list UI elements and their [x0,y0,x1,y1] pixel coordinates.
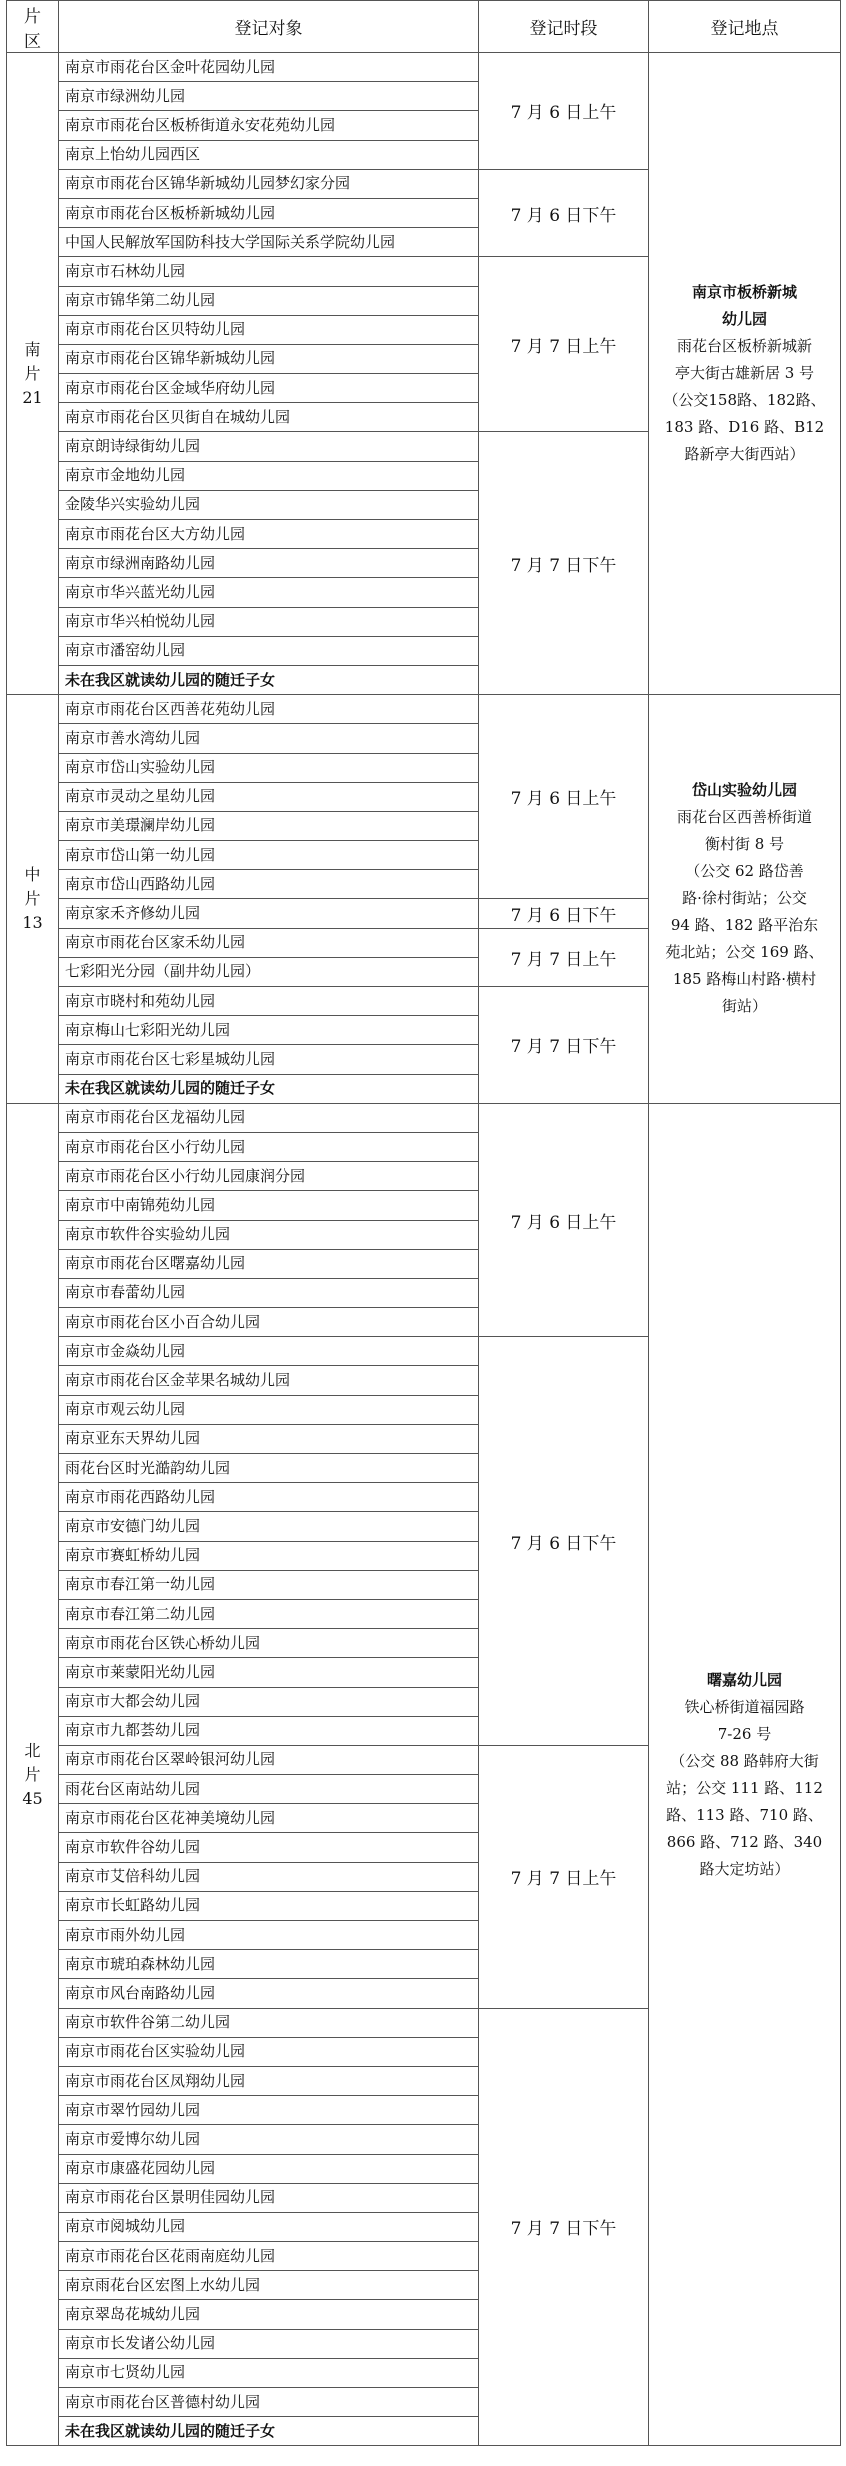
kindergarten-name: 南京市安德门幼儿园 [59,1512,479,1541]
location-detail: 7-26 号 [717,1724,772,1743]
location-name: 曙嘉幼儿园 [706,1670,782,1689]
location-name: 南京市板桥新城 [691,283,797,302]
table-row [7,1103,841,1132]
registration-period: 7 月 6 日上午 [479,695,649,899]
registration-location [649,695,841,1104]
kindergarten-name: 南京市软件谷幼儿园 [59,1833,479,1862]
kindergarten-name: 南京市金焱幼儿园 [59,1337,479,1366]
header-location: 登记地点 [649,1,841,53]
kindergarten-name: 南京市雨花台区锦华新城幼儿园 [59,344,479,373]
kindergarten-name: 南京市雨花台区花神美境幼儿园 [59,1804,479,1833]
kindergarten-name: 雨花台区南站幼儿园 [59,1775,479,1804]
kindergarten-name: 南京市春蕾幼儿园 [59,1278,479,1307]
kindergarten-name: 南京市风台南路幼儿园 [59,1979,479,2008]
location-detail: 雨花台区板桥新城新 [676,337,812,356]
kindergarten-name: 南京市雨花台区翠岭银河幼儿园 [59,1745,479,1774]
location-detail: （公交 88 路韩府大街 [670,1751,819,1770]
location-name: 岱山实验幼儿园 [691,781,797,800]
kindergarten-name: 南京市金地幼儿园 [59,461,479,490]
kindergarten-name: 南京市雨花台区金域华府幼儿园 [59,374,479,403]
registration-period: 7 月 6 日下午 [479,899,649,928]
kindergarten-name: 南京市雨外幼儿园 [59,1921,479,1950]
table-row [7,695,841,724]
migrant-children-row: 未在我区就读幼儿园的随迁子女 [59,1074,479,1103]
registration-period: 7 月 6 日下午 [479,1337,649,1746]
kindergarten-name: 南京市雨花台区贝特幼儿园 [59,315,479,344]
kindergarten-name: 南京市雨花台区小行幼儿园 [59,1132,479,1161]
kindergarten-name: 南京市雨花台区板桥新城幼儿园 [59,198,479,227]
kindergarten-name: 南京市雨花台区家禾幼儿园 [59,928,479,957]
table-body [7,53,841,2446]
kindergarten-name: 南京市中南锦苑幼儿园 [59,1191,479,1220]
kindergarten-name: 南京市长发诸公幼儿园 [59,2329,479,2358]
kindergarten-name: 南京市锦华第二幼儿园 [59,286,479,315]
kindergarten-name: 南京市灵动之星幼儿园 [59,782,479,811]
kindergarten-name: 南京市雨花西路幼儿园 [59,1483,479,1512]
location-detail: 站；公交 111 路、112 [666,1778,823,1797]
kindergarten-name: 南京市琥珀森林幼儿园 [59,1950,479,1979]
kindergarten-name: 南京市华兴蓝光幼儿园 [59,578,479,607]
kindergarten-name: 南京雨花台区宏图上水幼儿园 [59,2271,479,2300]
registration-period: 7 月 7 日上午 [479,257,649,432]
kindergarten-name: 南京市康盛花园幼儿园 [59,2154,479,2183]
location-detail: 铁心桥街道福园路 [684,1697,805,1716]
kindergarten-name: 南京市雨花台区金苹果名城幼儿园 [59,1366,479,1395]
kindergarten-name: 南京市善水湾幼儿园 [59,724,479,753]
kindergarten-name: 南京梅山七彩阳光幼儿园 [59,1016,479,1045]
kindergarten-name: 南京市雨花台区大方幼儿园 [59,520,479,549]
location-detail: （公交 62 路岱善 [685,862,804,881]
kindergarten-name: 南京市岱山西路幼儿园 [59,870,479,899]
kindergarten-name: 南京市春江第二幼儿园 [59,1599,479,1628]
location-detail: 路新亭大街西站） [684,445,805,464]
kindergarten-name: 南京市美璟澜岸幼儿园 [59,811,479,840]
kindergarten-name: 南京市岱山第一幼儿园 [59,841,479,870]
location-detail: 雨花台区西善桥街道 [676,808,812,827]
kindergarten-name: 南京市雨花台区七彩星城幼儿园 [59,1045,479,1074]
kindergarten-name: 南京市赛虹桥幼儿园 [59,1541,479,1570]
migrant-children-row: 未在我区就读幼儿园的随迁子女 [59,2417,479,2446]
kindergarten-name: 南京市雨花台区曙嘉幼儿园 [59,1249,479,1278]
district-count: 21 [22,387,43,407]
kindergarten-name: 南京市华兴柏悦幼儿园 [59,607,479,636]
registration-period: 7 月 6 日上午 [479,53,649,170]
header-row [7,1,841,53]
registration-period: 7 月 7 日上午 [479,1745,649,2008]
registration-location [649,1103,841,2446]
location-detail: 路·徐村街站；公交 [682,889,807,908]
location-detail: 185 路梅山村路·横村 [672,970,817,989]
kindergarten-name: 南京市软件谷实验幼儿园 [59,1220,479,1249]
kindergarten-name: 南京市雨花台区金叶花园幼儿园 [59,53,479,82]
migrant-children-row: 未在我区就读幼儿园的随迁子女 [59,665,479,694]
location-detail: 183 路、D16 路、B12 [664,418,825,437]
kindergarten-name: 雨花台区时光澔韵幼儿园 [59,1454,479,1483]
header-entity: 登记对象 [59,1,479,53]
kindergarten-name: 南京市雨花台区景明佳园幼儿园 [59,2183,479,2212]
kindergarten-name: 南京市雨花台区凤翔幼儿园 [59,2066,479,2095]
location-detail: 街站） [721,997,767,1016]
kindergarten-name: 南京市长虹路幼儿园 [59,1891,479,1920]
kindergarten-name: 南京市春江第一幼儿园 [59,1570,479,1599]
district-count: 45 [22,1788,43,1808]
district-cell: 北 片 45 [7,1103,59,2446]
registration-period: 7 月 6 日上午 [479,1103,649,1337]
registration-period: 7 月 6 日下午 [479,169,649,257]
kindergarten-name: 南京市潘窑幼儿园 [59,636,479,665]
location-detail: 亭大街古雄新居 3 号 [674,364,815,383]
kindergarten-name: 南京市大都会幼儿园 [59,1687,479,1716]
kindergarten-name: 南京市七贤幼儿园 [59,2358,479,2387]
registration-location [649,53,841,695]
district-count: 13 [22,912,43,932]
kindergarten-name: 南京市晓村和苑幼儿园 [59,987,479,1016]
location-detail: 94 路、182 路平治东 [670,916,819,935]
kindergarten-name: 南京上怡幼儿园西区 [59,140,479,169]
kindergarten-name: 南京市雨花台区板桥街道永安花苑幼儿园 [59,111,479,140]
kindergarten-name: 南京市雨花台区锦华新城幼儿园梦幻家分园 [59,169,479,198]
registration-period: 7 月 7 日下午 [479,2008,649,2446]
kindergarten-name: 南京朗诗绿街幼儿园 [59,432,479,461]
location-detail: （公交158路、182路、 [663,391,826,410]
header-period: 登记时段 [479,1,649,53]
registration-period: 7 月 7 日下午 [479,432,649,695]
kindergarten-name: 南京市九都荟幼儿园 [59,1716,479,1745]
kindergarten-name: 七彩阳光分园（副井幼儿园） [59,957,479,986]
table-row [7,53,841,82]
location-detail: 路、113 路、710 路、 [666,1805,823,1824]
location-detail: 衡村街 8 号 [704,835,785,854]
kindergarten-name: 中国人民解放军国防科技大学国际关系学院幼儿园 [59,228,479,257]
kindergarten-name: 南京市雨花台区小百合幼儿园 [59,1308,479,1337]
kindergarten-name: 南京市雨花台区龙福幼儿园 [59,1103,479,1132]
kindergarten-name: 南京市软件谷第二幼儿园 [59,2008,479,2037]
kindergarten-name: 南京市雨花台区西善花苑幼儿园 [59,695,479,724]
registration-period: 7 月 7 日下午 [479,987,649,1104]
kindergarten-name: 南京市翠竹园幼儿园 [59,2096,479,2125]
location-name: 幼儿园 [721,310,767,329]
kindergarten-name: 南京市莱蒙阳光幼儿园 [59,1658,479,1687]
kindergarten-name: 南京家禾齐修幼儿园 [59,899,479,928]
registration-period: 7 月 7 日上午 [479,928,649,986]
kindergarten-name: 南京市雨花台区花雨南庭幼儿园 [59,2242,479,2271]
registration-table [6,0,841,2446]
kindergarten-name: 南京亚东天界幼儿园 [59,1424,479,1453]
kindergarten-name: 南京市绿洲南路幼儿园 [59,549,479,578]
kindergarten-name: 南京市雨花台区贝街自在城幼儿园 [59,403,479,432]
location-detail: 866 路、712 路、340 [666,1832,823,1851]
kindergarten-name: 南京市雨花台区实验幼儿园 [59,2037,479,2066]
kindergarten-name: 南京市雨花台区铁心桥幼儿园 [59,1629,479,1658]
location-detail: 苑北站；公交 169 路、 [665,943,824,962]
kindergarten-name: 南京市爱博尔幼儿园 [59,2125,479,2154]
header-district: 片 区 [7,1,59,53]
kindergarten-name: 南京市艾倍科幼儿园 [59,1862,479,1891]
kindergarten-name: 南京市阅城幼儿园 [59,2212,479,2241]
kindergarten-name: 南京市岱山实验幼儿园 [59,753,479,782]
kindergarten-name: 南京市石林幼儿园 [59,257,479,286]
district-cell: 中 片 13 [7,695,59,1104]
kindergarten-name: 南京市绿洲幼儿园 [59,82,479,111]
kindergarten-name: 南京市雨花台区普德村幼儿园 [59,2388,479,2417]
kindergarten-name: 金陵华兴实验幼儿园 [59,490,479,519]
kindergarten-name: 南京市观云幼儿园 [59,1395,479,1424]
location-detail: 路大定坊站） [699,1859,790,1878]
kindergarten-name: 南京市雨花台区小行幼儿园康润分园 [59,1162,479,1191]
district-cell: 南 片 21 [7,53,59,695]
kindergarten-name: 南京翠岛花城幼儿园 [59,2300,479,2329]
